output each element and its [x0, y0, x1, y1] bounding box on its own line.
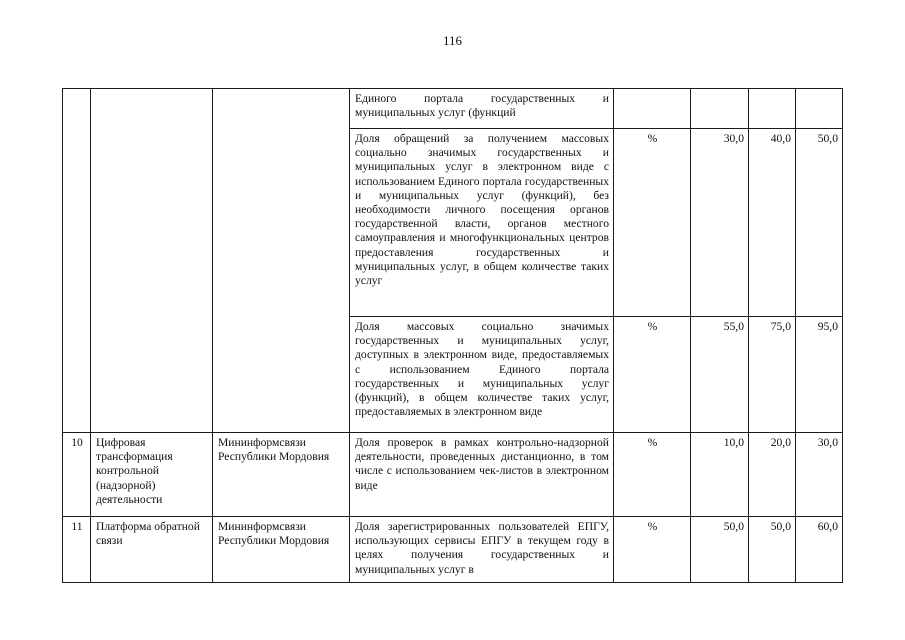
value-cell-3: 95,0 — [796, 317, 843, 433]
value-cell-1: 10,0 — [691, 433, 749, 517]
value-cell-1: 55,0 — [691, 317, 749, 433]
unit-cell: % — [614, 433, 691, 517]
indicator-cell: Единого портала государственных и муниципальных услуг (функций — [350, 89, 614, 129]
executor-cell: Мининформсвязи Республики Мордовия — [213, 517, 350, 583]
executor-cell: Мининформсвязи Республики Мордовия — [213, 433, 350, 517]
executor-cell — [213, 89, 350, 433]
indicator-cell: Доля зарегистрированных пользователей ЕПГУ, использующих сервисы ЕПГУ в текущем году в целях получения государственных и муниципальных услуг в — [350, 517, 614, 583]
table-row — [63, 89, 843, 129]
indicator-cell: Доля обращений за получением массовых социально значимых государственных и муниципальных услуг в электронном виде с использованием Единого портала государственных и муниципальных услуг (функций), без необходимости личного посещения органов государственной власти, органов местного самоуправления и многофункциональных центров предоставления государственных и муниципальных услуг, в общем количестве таких услуг — [350, 129, 614, 317]
unit-cell: % — [614, 317, 691, 433]
row-number-cell — [63, 89, 91, 433]
value-cell-3 — [796, 89, 843, 129]
value-cell-3: 60,0 — [796, 517, 843, 583]
value-cell-2: 20,0 — [749, 433, 796, 517]
value-cell-2: 75,0 — [749, 317, 796, 433]
page-number: 116 — [442, 33, 463, 48]
value-cell-2: 50,0 — [749, 517, 796, 583]
project-name-cell — [91, 89, 213, 433]
unit-cell: % — [614, 129, 691, 317]
project-name-cell: Цифровая трансформация контрольной (надзорной) деятельности — [91, 433, 213, 517]
value-cell-3: 30,0 — [796, 433, 843, 517]
value-cell-3: 50,0 — [796, 129, 843, 317]
indicators-table — [62, 88, 843, 583]
value-cell-1 — [691, 89, 749, 129]
indicator-cell: Доля массовых социально значимых государственных и муниципальных услуг, доступных в электронном виде, предоставляемых с использованием Единого портала государственных и муниципальных услуг (функций), в общем количестве таких услуг, предоставляемых в электронном виде — [350, 317, 614, 433]
indicator-cell: Доля проверок в рамках контрольно-надзорной деятельности, проведенных дистанционно, в том числе с использованием чек-листов в электронном виде — [350, 433, 614, 517]
table-row — [63, 433, 843, 517]
value-cell-2 — [749, 89, 796, 129]
value-cell-1: 50,0 — [691, 517, 749, 583]
row-number-cell: 11 — [63, 517, 91, 583]
table-row — [63, 517, 843, 583]
unit-cell: % — [614, 517, 691, 583]
value-cell-2: 40,0 — [749, 129, 796, 317]
row-number-cell: 10 — [63, 433, 91, 517]
value-cell-1: 30,0 — [691, 129, 749, 317]
project-name-cell: Платформа обратной связи — [91, 517, 213, 583]
unit-cell — [614, 89, 691, 129]
